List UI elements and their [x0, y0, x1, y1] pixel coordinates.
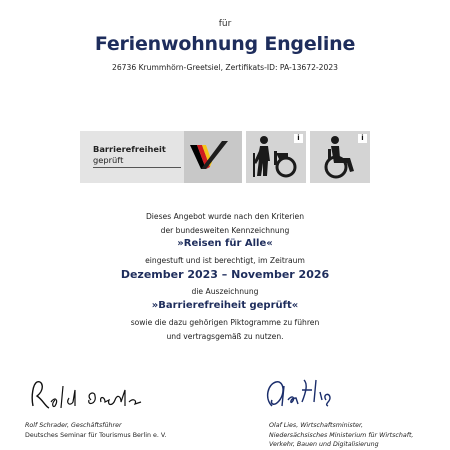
award-name: »Barrierefreiheit geprüft« — [151, 300, 299, 311]
body-line-5: sowie die dazu gehörigen Piktogramme zu führen — [130, 318, 320, 327]
badge-label-area — [80, 131, 184, 183]
check-mark-icon — [184, 131, 242, 183]
walking-pictogram-badge — [246, 131, 306, 183]
info-icon: i — [358, 134, 367, 143]
badge-divider — [93, 167, 181, 168]
body-line-4: die Auszeichnung — [191, 287, 259, 296]
badge-label-line1: Barrierefreiheit — [93, 144, 166, 154]
badge-check-area — [184, 131, 242, 183]
signatory-left-name: Rolf Schrader, Geschäftsführer — [25, 422, 122, 429]
info-icon: i — [294, 134, 303, 143]
signatory-left-org: Deutsches Seminar für Tourismus Berlin e. V. — [25, 431, 167, 439]
barrierefreiheit-badge — [80, 131, 242, 183]
signatory-right-name: Olaf Lies, Wirtschaftsminister, — [269, 422, 364, 429]
wheelchair-pictogram-badge — [310, 131, 370, 183]
signature-right-block — [269, 421, 413, 450]
page-title: Ferienwohnung Engeline — [94, 33, 356, 55]
body-line-1: Dieses Angebot wurde nach den Kriterien — [145, 212, 305, 221]
signatory-right-org1: Niedersächsisches Ministerium für Wirtschaft, — [269, 431, 414, 439]
signature-schrader — [25, 376, 155, 416]
signature-left-block — [25, 421, 166, 440]
body-line-6: und vertragsgemäß zu nutzen. — [166, 332, 284, 341]
body-line-3: eingestuft und ist berechtigt, im Zeitraum — [145, 256, 305, 265]
body-line-2: der bundesweiten Kennzeichnung — [160, 226, 290, 235]
signature-lies — [262, 372, 342, 416]
signatory-right-org2: Verkehr, Bauen und Digitalisierung — [269, 441, 379, 448]
badge-label-line2: geprüft — [93, 155, 124, 165]
address-line: 26736 Krummhörn-Greetsiel, Zertifikats-ID: PA-13672-2023 — [112, 63, 338, 72]
certificate-prefix: für — [218, 19, 232, 29]
program-name: »Reisen für Alle« — [177, 238, 273, 249]
validity-period: Dezember 2023 – November 2026 — [120, 268, 330, 281]
